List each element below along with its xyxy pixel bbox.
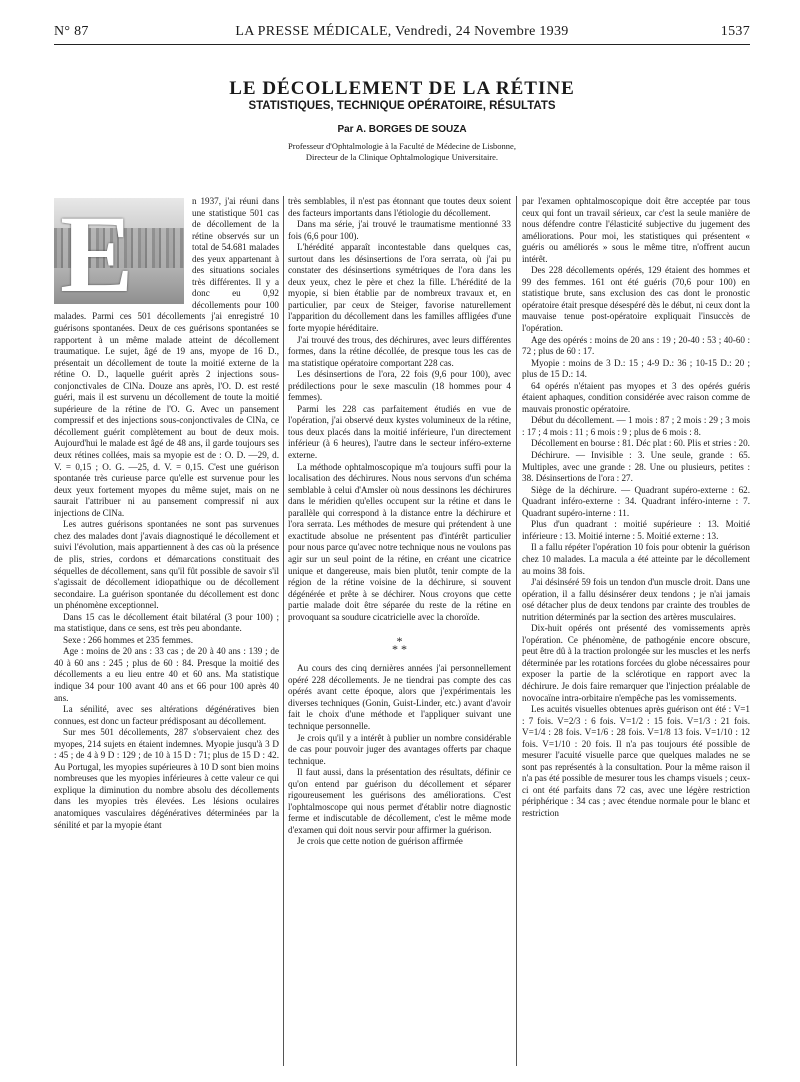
paragraph: n 1937, j'ai réuni dans une statistique 501 cas de décollement de la rétine observés sur un total de 54.681 malades des yeux appartenant à des situations sociales très différentes. Il y a donc eu 0,92 décollements pour 100 malades. Parmi ces 501 décollements j'ai enregistré 10 guérisons spontanées. Deux de ces guérisons spontanées se rapportent à un même malade atteint de décollement traumatique. Le sujet, âgé de 19 ans, myope de 16 D., présentait un décollement de toute la moitié externe de la rétine O. D., laquelle guérit après 2 injections sous-conjonctivales de ClNa. Douze ans après, l'O. D. est resté guéri, mais il est survenu un décollement de toute la moitié supérieure de la rétine de l'O. G. Avec un pansement compressif et des injections sous-conjonctivales de ClNa, ce décollement guérit complètement au bout de deux mois. Aujourd'hui le malade est âgé de 48 ans, il garde toujours ses deux rétines collées, mais sa myopie est de : O. D. —29, d. V. = 0,15 ; O. G. —25, d. V. = 0,15. C'est une guérison spontanée très curieuse parce qu'elle est survenue pour les deux yeux fortement myopes du même sujet, mais on ne saurait l'attribuer ni au pansement compressif ni aux injections de ClNa.	[54, 196, 279, 518]
paragraph: Il faut aussi, dans la présentation des résultats, définir ce qu'on entend par guérison du décollement et séparer rigoureusement les guérisons des améliorations. C'est l'ophtalmoscope qui nous permet d'établir notre diagnostic ferme et indiscutable de décollement, c'est le même mode d'examen qui doit nous servir pour affirmer la guérison.	[288, 767, 511, 835]
paragraph: Sexe : 266 hommes et 235 femmes.	[63, 634, 194, 645]
column-divider	[516, 196, 517, 1066]
paragraph: Les désinsertions de l'ora, 22 fois (9,6 pour 100), avec prédilections pour le sexe masculin (18 hommes pour 4 femmes).	[288, 369, 511, 403]
paragraph: Plus d'un quadrant : moitié supérieure : 13. Moitié inférieure : 13. Moitié interne : 5. Moitié externe : 13.	[522, 519, 750, 541]
issue-number: N° 87	[54, 24, 89, 39]
paragraph: J'ai trouvé des trous, des déchirures, avec leurs différentes formes, dans la rétine décollée, de presque tous les cas de ma statistique opératoire comportant 228 cas.	[288, 334, 511, 368]
paragraph: Début du décollement. — 1 mois : 87 ; 2 mois : 29 ; 3 mois : 17 ; 4 mois : 11 ; 6 mois : 9 ; plus de 6 mois : 8.	[522, 415, 750, 437]
author-affiliation	[54, 141, 750, 163]
article-subtitle: STATISTIQUES, TECHNIQUE OPÉRATOIRE, RÉSULTATS	[248, 100, 556, 112]
paragraph: par l'examen ophtalmoscopique doit être acceptée par tous ceux qui font un travail sérieux, car c'est la seule manière de nous défendre contre l'élasticité subjective du jugement des améliorations. Pour moi, les statistiques qui présentent « guéris ou améliorés » sous le même titre, n'offrent aucun intérêt.	[522, 196, 750, 264]
page-number: 1537	[720, 24, 750, 39]
text-column-3	[522, 196, 750, 1066]
paragraph: Je crois que cette notion de guérison affirmée	[297, 836, 463, 847]
paragraph: L'hérédité apparaît incontestable dans quelques cas, surtout dans les désinsertions de l'ora serrata, où j'ai pu constater des désinsertions symétriques de l'ora dans les deux yeux, chez le père et chez la fille. L'hérédité de la myopie, si bien établie par de nombreux travaux et, en particulier, par ceux de Steiger, favorise naturellement l'apparition du décollement dans les familles affligées d'une forte myopie héréditaire.	[288, 242, 511, 334]
paragraph: très semblables, il n'est pas étonnant que toutes deux soient des facteurs importants dans l'étiologie du décollement.	[288, 196, 511, 218]
paragraph: Au cours des cinq dernières années j'ai personnellement opéré 228 décollements. Je ne tiendrai pas compte des cas opérés avant cette époque, alors que j'expérimentais les diverses techniques (Gonin, Guist-Linder, etc.) avant d'avoir fait le choix d'une méthode et l'appliquer suivant une technique personnelle.	[288, 663, 511, 731]
header-rule	[54, 44, 750, 45]
article-title: LE DÉCOLLEMENT DE LA RÉTINE	[229, 78, 575, 99]
text-column-2	[288, 196, 511, 1066]
paragraph: La méthode ophtalmoscopique m'a toujours suffi pour la localisation des déchirures. Nous nous servons d'un schéma semblable à celui d'Amsler où nous dessinons les déchirures dans le méridien qu'elles occupent sur la rétine et dans le parallèle qui correspond à la distance entre la déchirure et l'ora serrata. Les méthodes de mesure qui prétendent à une exactitude absolue ne présentent pas d'intérêt particulier pour nous parce qu'avec notre technique nous ne voulons pas agir sur un seul point de la rétine, en créant une cicatrice unique et dangereuse, mais bien plutôt, tenir compte de la région de la rétine voisine de la déchirure, si souvent dégénérée et prête à se déchirer. Nous croyons que cette partie malade doit être séparée du reste de la rétine en provoquant sa soudure cicatricielle avec la choroïde.	[288, 461, 511, 622]
column-divider	[283, 196, 284, 1066]
paragraph: 64 opérés n'étaient pas myopes et 3 des opérés guéris étaient aphaques, condition considérée avec raison comme de mauvais pronostic opératoire.	[522, 380, 750, 414]
author-byline: Par A. BORGES DE SOUZA	[337, 124, 467, 135]
paragraph: Dix-huit opérés ont présenté des vomissements après l'opération. Ce phénomène, de pathogénie encore obscure, peut être dû à la traction prolongée sur les muscles et les nerfs déterminée par les rotations forcées du globe nécessaires pour exposer la partie de la sclérotique en rapport avec la déchirure. Je dois faire remarquer que l'injection préalable de novocaïne intra-orbitaire n'empêche pas les vomissements.	[522, 623, 750, 703]
affiliation-line-1: Professeur d'Ophtalmologie à la Faculté de Médecine de Lisbonne,	[288, 141, 516, 151]
paragraph: Je crois qu'il y a intérêt à publier un nombre considérable de cas pour pouvoir juger des avantages offerts par chaque technique.	[288, 732, 511, 766]
paragraph: Dans ma série, j'ai trouvé le traumatisme mentionné 33 fois (6,6 pour 100).	[288, 219, 511, 241]
paragraph: La sénilité, avec ses altérations dégénératives bien connues, est donc un facteur prédisposant au décollement.	[54, 704, 279, 726]
section-separator: * * *	[392, 634, 407, 657]
paragraph: Dans 15 cas le décollement était bilatéral (3 pour 100) ; ma statistique, dans ce sens, est très peu abondante.	[54, 611, 279, 634]
paragraph: Myopie : moins de 3 D.: 15 ; 4-9 D.: 36 ; 10-15 D.: 20 ; plus de 15 D.: 14.	[522, 357, 750, 380]
paragraph: Parmi les 228 cas parfaitement étudiés en vue de l'opération, j'ai observé deux kystes volumineux de la rétine, tous deux placés dans la moitié inférieure, l'un directement inférieur (à 6 heures), l'autre dans le secteur inféro-externe externe.	[288, 403, 511, 461]
paragraph: Siège de la déchirure. — Quadrant supéro-externe : 62. Quadrant inféro-externe : 34. Quadrant inféro-interne : 7. Quadrant supéro-interne : 11.	[522, 484, 750, 518]
running-header	[54, 24, 750, 42]
paragraph: Décollement en bourse : 81. Déc plat : 60. Plis et stries : 20.	[531, 438, 750, 449]
paragraph: Les autres guérisons spontanées ne sont pas survenues chez des malades dont j'avais diagnostiqué le décollement et suivi l'évolution, mais appartiennent à des cas où la présence de plis, stries, cordons et démarcations constituait des séquelles de décollement, sans qu'il fût possible de savoir s'il s'agissait de décollement idiopathique ou de décollement secondaire. La guérison spontanée du décollement est donc un phénomène exceptionnel.	[54, 519, 279, 611]
journal-title: LA PRESSE MÉDICALE, Vendredi, 24 Novembre 1939	[235, 24, 569, 39]
paragraph: J'ai désinséré 59 fois un tendon d'un muscle droit. Dans une opération, il a fallu désinsérer deux tendons ; je n'ai jamais osé détacher plus de deux tendons par crainte des troubles de nutrition déterminés par la section des artères musculaires.	[522, 577, 750, 622]
paragraph: Des 228 décollements opérés, 129 étaient des hommes et 99 des femmes. 161 ont été guéris (70,6 pour 100) en statistique brute, sans exclusion des cas dont le pronostic opératoire était presque désespéré dès le début, ni ceux dont la mauvaise tenue post-opératoire expliquait l'insuccès de l'opération.	[522, 265, 750, 334]
paragraph: Il a fallu répéter l'opération 10 fois pour obtenir la guérison chez 10 malades. La macula a été atteinte par le décollement au moins 38 fois.	[522, 542, 750, 576]
paragraph: Age des opérés : moins de 20 ans : 19 ; 20-40 : 53 ; 40-60 : 72 ; plus de 60 : 17.	[522, 334, 750, 357]
drop-cap-letter: E	[60, 198, 134, 304]
paragraph: Age : moins de 20 ans : 33 cas ; de 20 à 40 ans : 139 ; de 40 à 60 ans : 245 ; plus de 60 : 84. Presque la moitié des décollements a eu lieu entre 40 et 60 ans. Ma statistique indique 34 pour 100 avant 40 ans et 66 pour 100 après 40 ans.	[54, 646, 279, 703]
drop-cap-illustration	[54, 198, 184, 304]
text-column-1	[54, 196, 279, 1066]
affiliation-line-2: Directeur de la Clinique Ophtalmologique Universitaire.	[305, 152, 499, 162]
paragraph: Sur mes 501 décollements, 287 s'observaient chez des myopes, 214 sujets en étaient indemnes. Myopie jusqu'à 3 D : 45 ; de 4 à 9 D : 129 ; de 10 à 15 D : 71; plus de 15 D : 42. Au Portugal, les myopies supérieures à 10 D sont bien moins nombreuses que les myopies inférieures à cette valeur ce qui explique la diminution du nombre absolu des décollements dans les myopies très élevées. Les lésions oculaires anatomiques vasculaires dégénératives déterminées par la sénilité et par la myopie étant	[54, 727, 279, 830]
paragraph: Les acuités visuelles obtenues après guérison ont été : V=1 : 7 fois. V=2/3 : 6 fois. V=1/2 : 15 fois. V=1/3 : 21 fois. V=1/4 : 28 fois. V=1/6 : 28 fois. V=1/8 13 fois. V=1/10 : 12 fois. V=1/10 : 20 fois. Il n'a pas toujours été possible de mesurer l'acuité visuelle parce que quelques malades ne se sont pas représentés à la consultation. Pour la même raison il n'a pas été possible de mesurer tous les champs visuels ; ceux-ci ont été parfaits dans 72 cas, avec une légère restriction périphérique : 34 cas ; avec étendue normale pour le blanc et restriction	[522, 704, 750, 818]
paragraph: Déchirure. — Invisible : 3. Une seule, grande : 65. Multiples, avec une grande : 28. Une ou plusieurs, petites : 38. Désinsertions de l'ora : 27.	[522, 450, 750, 484]
